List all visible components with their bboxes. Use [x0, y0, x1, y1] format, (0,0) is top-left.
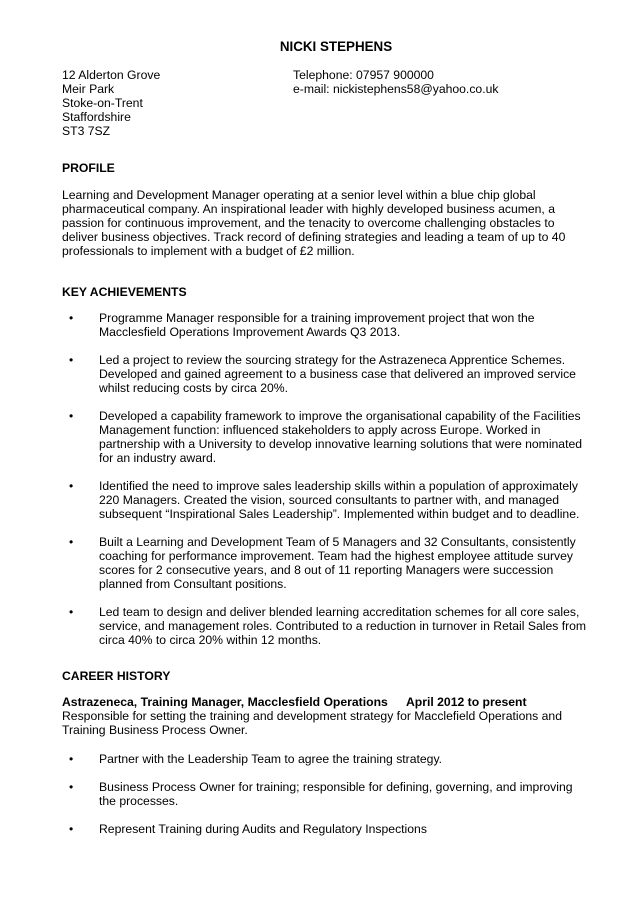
achievement-text	[99, 535, 576, 591]
career-duty-text	[99, 752, 442, 766]
profile-heading: PROFILE	[62, 161, 115, 175]
career-duty-line: Partner with the Leadership Team to agree the training strategy.	[99, 752, 443, 766]
role-summary-line: Training Business Process Owner.	[62, 723, 248, 737]
email: e-mail: nickistephens58@yahoo.co.uk	[293, 82, 499, 96]
achievement-line: 220 Managers. Created the vision, sourced consultants to partner with, and managed	[99, 493, 560, 507]
achievement-line: Programme Manager responsible for a training improvement project that won the	[99, 311, 535, 325]
achievement-text	[99, 605, 586, 647]
career-duty-line: the processes.	[99, 794, 179, 808]
bullet-icon: •	[69, 752, 74, 766]
candidate-name: NICKI STEPHENS	[279, 39, 393, 54]
achievement-line: partnership with a University to develop innovative learning solutions that were nominated	[99, 437, 583, 451]
achievement-text	[99, 311, 535, 339]
bullet-icon: •	[69, 535, 74, 549]
career-heading: CAREER HISTORY	[62, 669, 171, 683]
profile-line: pharmaceutical company. An inspirational leader with highly developed business acumen, a	[62, 202, 555, 216]
achievement-line: subsequent “Inspirational Sales Leadership”. Implemented within budget and to deadline.	[99, 507, 580, 521]
achievement-line: planned from Consultant positions.	[99, 577, 287, 591]
achievement-line: circa 40% to circa 20% within 12 months.	[99, 633, 322, 647]
address-line: 12 Alderton Grove	[62, 68, 161, 82]
profile-line: Learning and Development Manager operating at a senior level within a blue chip global	[62, 188, 536, 202]
profile-line: passion for continuous improvement, and the tenacity to overcome challenging obstacles to	[62, 216, 555, 230]
achievement-line: scores for 2 consecutive years, and 8 out of 11 reporting Managers were succession	[99, 563, 554, 577]
achievement-line: Developed and gained agreement to a business case that delivered an improved service	[99, 367, 576, 381]
achievement-line: Developed a capability framework to improve the organisational capability of the Facilities	[99, 409, 581, 423]
role-summary-line: Responsible for setting the training and development strategy for Macclefield Operations and	[62, 709, 562, 723]
address-block	[62, 68, 160, 138]
achievement-line: Macclesfield Operations Improvement Awards Q3 2013.	[99, 325, 401, 339]
achievement-line: for an industry award.	[99, 451, 217, 465]
career-duty-text	[99, 780, 573, 808]
achievements-heading: KEY ACHIEVEMENTS	[62, 285, 187, 299]
career-duty-text	[99, 822, 427, 836]
bullet-icon: •	[69, 353, 74, 367]
achievement-text	[99, 409, 582, 465]
achievement-line: Identified the need to improve sales leadership skills within a population of approximately	[99, 479, 578, 493]
achievement-line: Led team to design and deliver blended learning accreditation schemes for all core sales,	[99, 605, 580, 619]
bullet-icon: •	[69, 780, 74, 794]
achievement-line: whilst reducing costs by circa 20%.	[99, 381, 288, 395]
address-line: Stoke-on-Trent	[62, 96, 143, 110]
bullet-icon: •	[69, 311, 74, 325]
achievement-line: Built a Learning and Development Team of 5 Managers and 32 Consultants, consistently	[99, 535, 576, 549]
address-line: Staffordshire	[62, 110, 131, 124]
achievement-line: coaching for performance improvement. Team had the highest employee attitude survey	[99, 549, 573, 563]
role-dates: April 2012 to present	[406, 695, 527, 709]
profile-text	[62, 188, 582, 258]
career-duty-line: Represent Training during Audits and Regulatory Inspections	[99, 822, 427, 836]
bullet-icon: •	[69, 605, 74, 619]
role-title: Astrazeneca, Training Manager, Macclesfield Operations	[62, 695, 388, 709]
contact-block	[293, 68, 498, 96]
telephone: Telephone: 07957 900000	[293, 68, 434, 82]
bullet-icon: •	[69, 822, 74, 836]
achievement-text	[99, 353, 576, 395]
profile-line: deliver business objectives. Track record of defining strategies and leading a team of up to 40	[62, 230, 566, 244]
bullet-icon: •	[69, 409, 74, 423]
bullet-icon: •	[69, 479, 74, 493]
achievement-line: Led a project to review the sourcing strategy for the Astrazeneca Apprentice Schemes.	[99, 353, 566, 367]
profile-line: professionals to implement with a budget of £2 million.	[62, 244, 355, 258]
role-summary	[62, 709, 582, 737]
address-line: ST3 7SZ	[62, 124, 111, 138]
achievement-line: service, and management roles. Contributed to a reduction in turnover in Retail Sales from	[99, 619, 587, 633]
achievement-line: Management function: influenced stakeholders to apply across Europe. Worked in	[99, 423, 541, 437]
career-duty-line: Business Process Owner for training; responsible for defining, governing, and improving	[99, 780, 573, 794]
achievement-text	[99, 479, 579, 521]
address-line: Meir Park	[62, 82, 115, 96]
